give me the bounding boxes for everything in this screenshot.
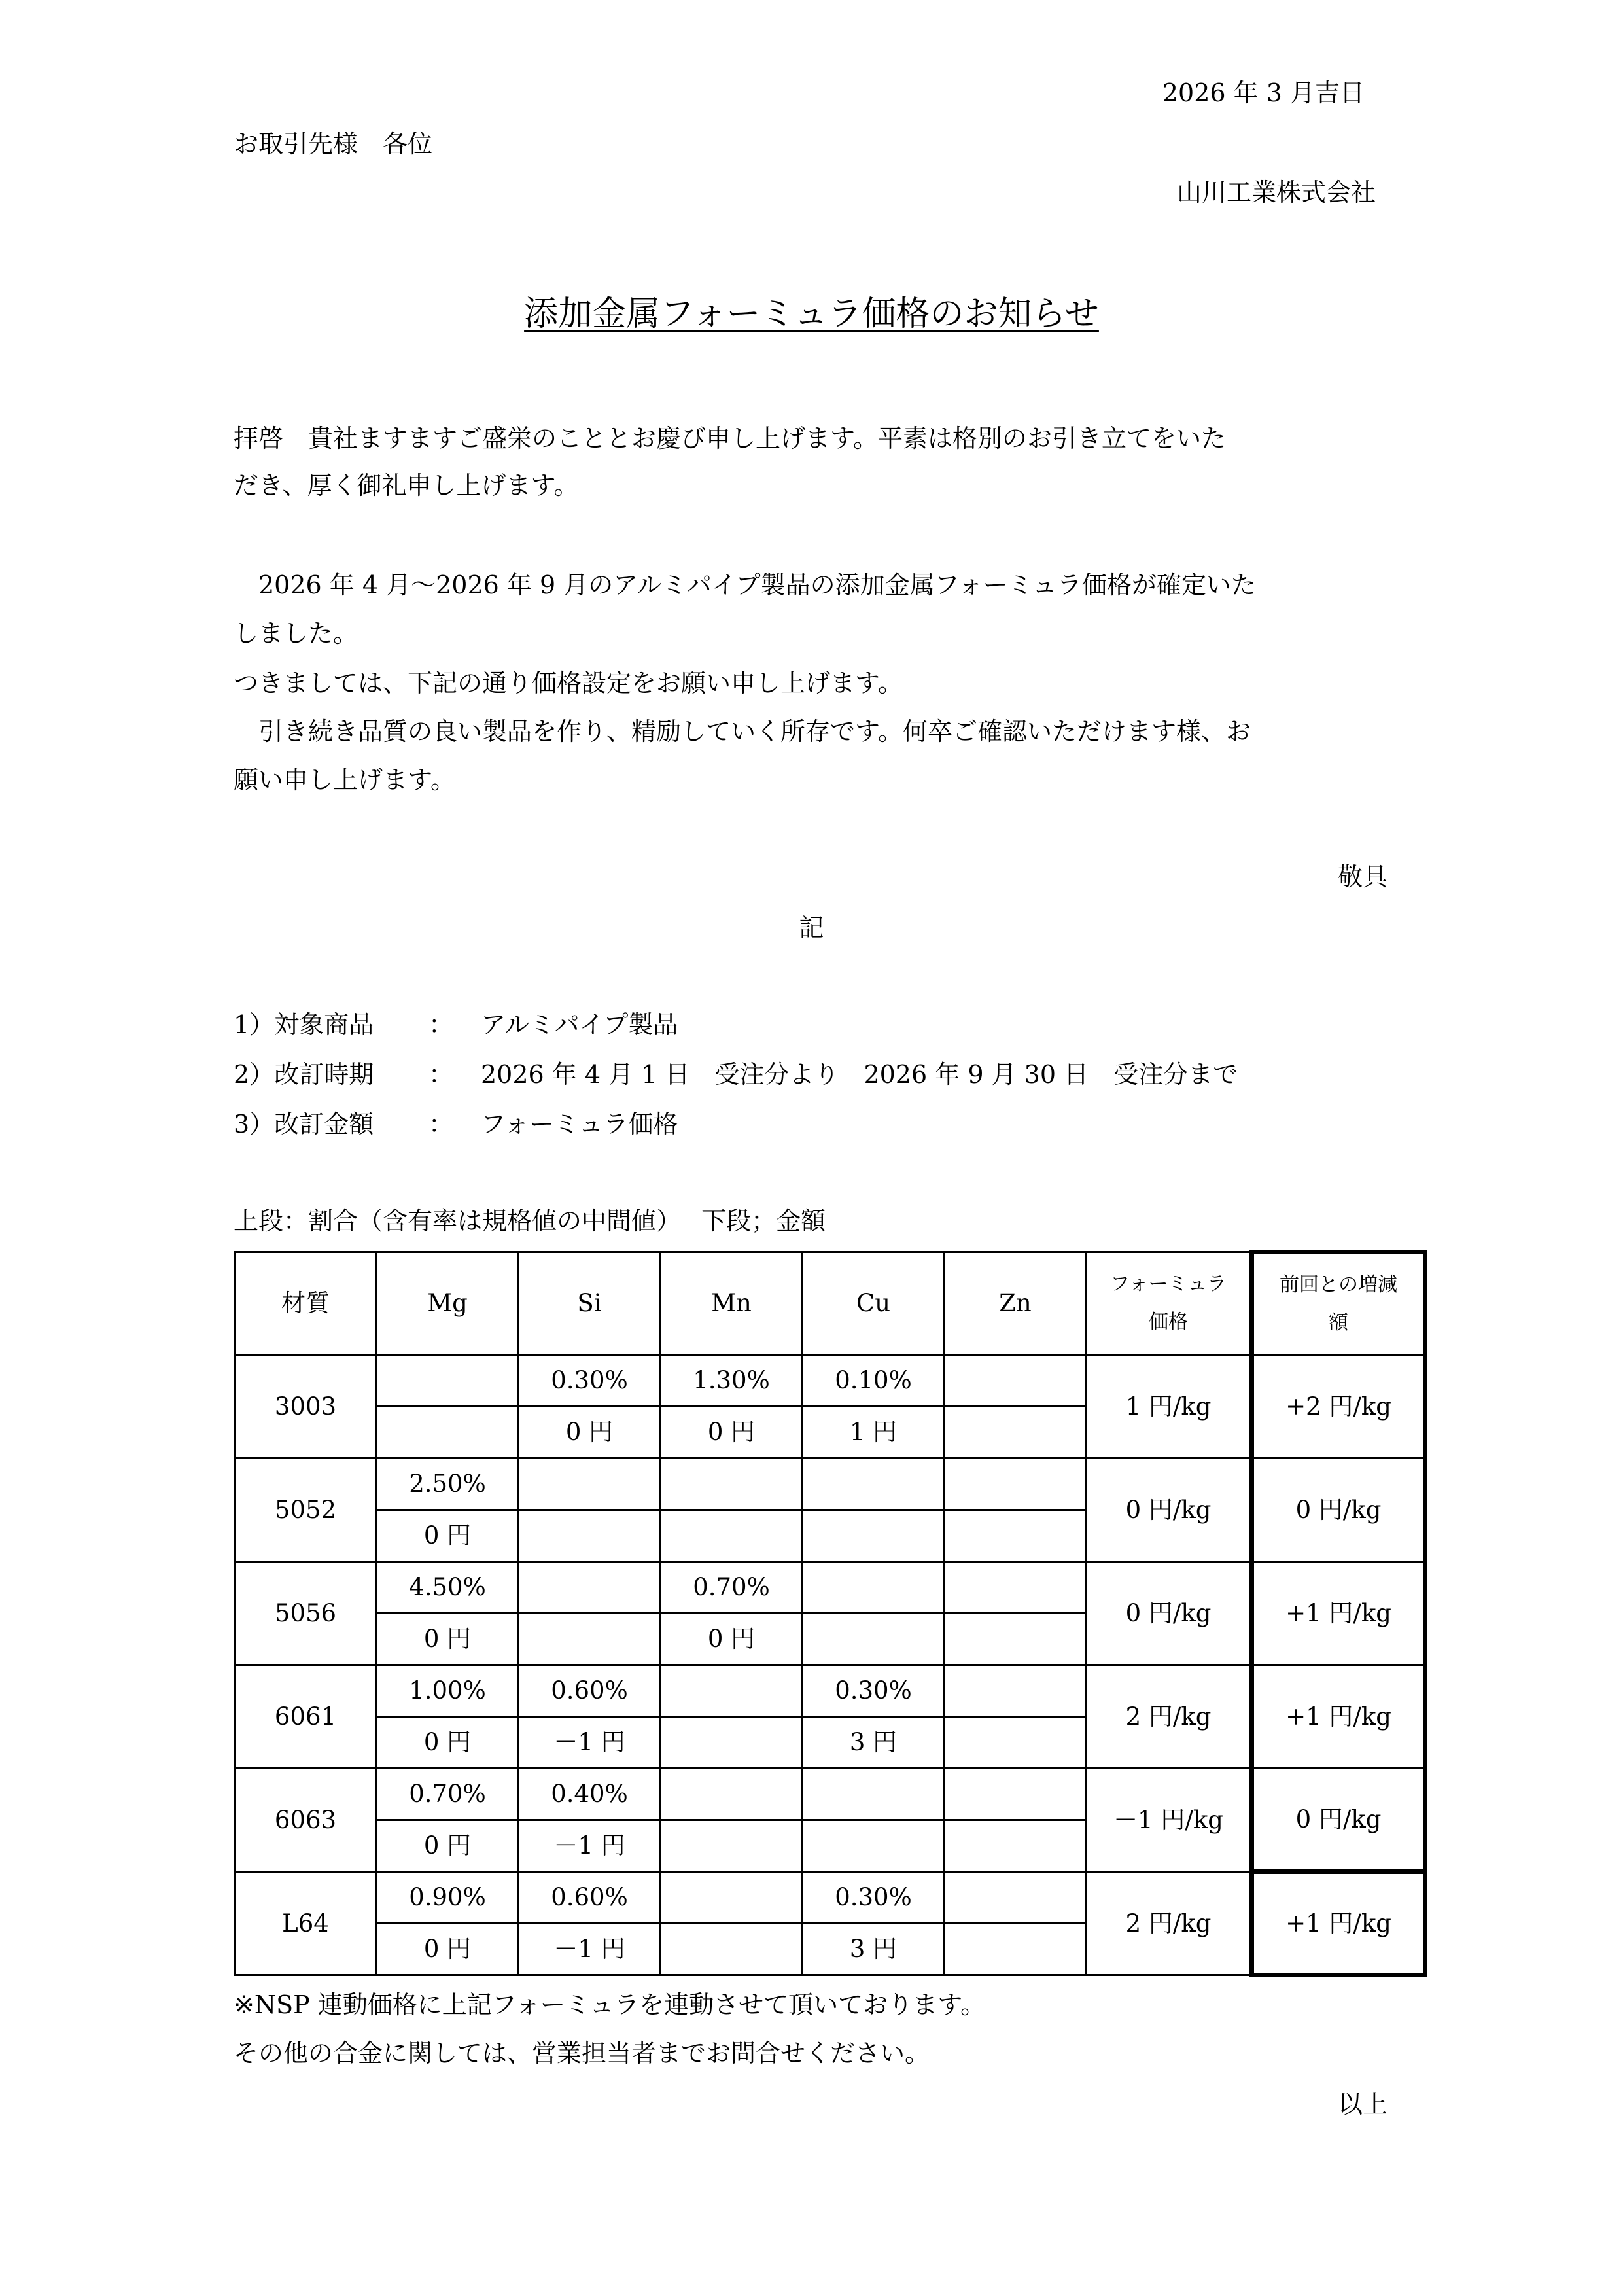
item-label: 対象商品 — [274, 1010, 374, 1039]
mg-ratio: 0.70% — [377, 1769, 519, 1820]
cu-ratio — [803, 1458, 945, 1510]
material-cell: 3003 — [235, 1355, 377, 1458]
table-row — [235, 1458, 1425, 1510]
si-amount: －1 円 — [519, 1717, 661, 1769]
item-number: 2） — [234, 1060, 275, 1089]
zn-amount — [945, 1924, 1087, 1975]
diff-amount: 0 円/kg — [1252, 1458, 1425, 1562]
mg-amount: 0 円 — [377, 1717, 519, 1769]
item-label: 改訂時期 — [274, 1060, 374, 1089]
zn-ratio — [945, 1355, 1087, 1407]
cu-ratio — [803, 1562, 945, 1614]
header-si: Si — [519, 1252, 661, 1355]
header-mn: Mn — [661, 1252, 803, 1355]
si-amount: －1 円 — [519, 1924, 661, 1975]
mn-ratio: 1.30% — [661, 1355, 803, 1407]
si-ratio — [519, 1562, 661, 1614]
formula-price: 1 円/kg — [1087, 1355, 1252, 1458]
header-zn: Zn — [945, 1252, 1087, 1355]
cu-ratio: 0.10% — [803, 1355, 945, 1407]
si-amount — [519, 1614, 661, 1665]
cu-amount: 3 円 — [803, 1924, 945, 1975]
formula-price: 0 円/kg — [1087, 1562, 1252, 1665]
mn-amount — [661, 1510, 803, 1562]
header-material: 材質 — [235, 1252, 377, 1355]
mn-ratio — [661, 1665, 803, 1717]
cu-ratio: 0.30% — [803, 1872, 945, 1924]
document-title: 添加金属フォーミュラ価格のお知らせ — [524, 294, 1099, 334]
table-row — [235, 1872, 1425, 1924]
table-row — [235, 1769, 1425, 1820]
greeting-line-2: だき、厚く御礼申し上げます。 — [234, 471, 579, 500]
mn-ratio — [661, 1458, 803, 1510]
document-date: 2026 年 3 月吉日 — [1162, 79, 1365, 107]
table-header-row — [235, 1252, 1425, 1355]
header-formula-line-2: 価格 — [1149, 1311, 1188, 1333]
item-value: アルミパイプ製品 — [481, 1010, 678, 1039]
mg-amount — [377, 1407, 519, 1458]
header-diff-line-1: 前回との増減 — [1280, 1273, 1397, 1296]
item-separator: ： — [428, 1010, 454, 1039]
item-number: 1） — [234, 1010, 275, 1039]
item-row — [234, 1059, 374, 1090]
formula-price: －1 円/kg — [1087, 1769, 1252, 1872]
mg-ratio: 1.00% — [377, 1665, 519, 1717]
mg-ratio — [377, 1355, 519, 1407]
mg-ratio: 4.50% — [377, 1562, 519, 1614]
table-caption: 上段：割合（含有率は規格値の中間値） 下段；金額 — [234, 1207, 826, 1235]
formula-price-table — [234, 1250, 1427, 1977]
material-cell: L64 — [235, 1872, 377, 1975]
formula-price: 0 円/kg — [1087, 1458, 1252, 1562]
mg-amount: 0 円 — [377, 1510, 519, 1562]
mn-amount: 0 円 — [661, 1614, 803, 1665]
zn-amount — [945, 1407, 1087, 1458]
header-diff — [1252, 1252, 1425, 1355]
si-ratio: 0.30% — [519, 1355, 661, 1407]
item-row — [234, 1108, 374, 1140]
zn-ratio — [945, 1458, 1087, 1510]
cu-amount — [803, 1614, 945, 1665]
item-value: フォーミュラ価格 — [481, 1110, 678, 1139]
table-row — [235, 1665, 1425, 1717]
diff-amount: +1 円/kg — [1252, 1872, 1425, 1975]
diff-amount: +1 円/kg — [1252, 1665, 1425, 1769]
note-other-alloys: その他の合金に関しては、営業担当者までお問合せください。 — [234, 2039, 930, 2068]
zn-ratio — [945, 1769, 1087, 1820]
zn-ratio — [945, 1665, 1087, 1717]
zn-ratio — [945, 1562, 1087, 1614]
item-row — [234, 1009, 374, 1040]
recipient: お取引先様 各位 — [234, 130, 433, 158]
header-formula-price — [1087, 1252, 1252, 1355]
closing-paragraph-line-1: 引き続き品質の良い製品を作り、精励していく所存です。何卒ご確認いただけます様、お — [234, 717, 1251, 746]
zn-ratio — [945, 1872, 1087, 1924]
zn-amount — [945, 1717, 1087, 1769]
mg-amount: 0 円 — [377, 1924, 519, 1975]
si-ratio — [519, 1458, 661, 1510]
zn-amount — [945, 1614, 1087, 1665]
material-cell: 5052 — [235, 1458, 377, 1562]
cu-amount — [803, 1820, 945, 1872]
formula-price: 2 円/kg — [1087, 1872, 1252, 1975]
header-mg: Mg — [377, 1252, 519, 1355]
si-amount: 0 円 — [519, 1407, 661, 1458]
header-cu: Cu — [803, 1252, 945, 1355]
mg-amount: 0 円 — [377, 1820, 519, 1872]
end-word: 以上 — [1337, 2090, 1387, 2119]
item-number: 3） — [234, 1110, 275, 1139]
item-separator: ： — [428, 1110, 454, 1139]
si-ratio: 0.60% — [519, 1872, 661, 1924]
item-label: 改訂金額 — [274, 1110, 374, 1139]
cu-ratio: 0.30% — [803, 1665, 945, 1717]
si-amount: －1 円 — [519, 1820, 661, 1872]
material-cell: 6061 — [235, 1665, 377, 1769]
diff-amount: 0 円/kg — [1252, 1769, 1425, 1872]
mn-ratio: 0.70% — [661, 1562, 803, 1614]
table-row — [235, 1562, 1425, 1614]
mn-amount — [661, 1924, 803, 1975]
mg-amount: 0 円 — [377, 1614, 519, 1665]
diff-amount: +2 円/kg — [1252, 1355, 1425, 1458]
sender-company: 山川工業株式会社 — [1176, 178, 1376, 207]
mn-ratio — [661, 1872, 803, 1924]
mn-amount: 0 円 — [661, 1407, 803, 1458]
zn-amount — [945, 1820, 1087, 1872]
mn-amount — [661, 1820, 803, 1872]
request-line: つきましては、下記の通り価格設定をお願い申し上げます。 — [234, 669, 903, 698]
greeting-line-1: 拝啓 貴社ますますご盛栄のこととお慶び申し上げます。平素は格別のお引き立てをいた — [234, 424, 1226, 453]
table-row — [235, 1355, 1425, 1407]
cu-amount: 1 円 — [803, 1407, 945, 1458]
cu-ratio — [803, 1769, 945, 1820]
diff-amount: +1 円/kg — [1252, 1562, 1425, 1665]
mg-ratio: 2.50% — [377, 1458, 519, 1510]
header-formula-line-1: フォーミュラ — [1110, 1273, 1227, 1296]
announcement-line-2: しました。 — [234, 619, 358, 648]
zn-amount — [945, 1510, 1087, 1562]
cu-amount — [803, 1510, 945, 1562]
mn-ratio — [661, 1769, 803, 1820]
formula-price: 2 円/kg — [1087, 1665, 1252, 1769]
si-ratio: 0.40% — [519, 1769, 661, 1820]
mg-ratio: 0.90% — [377, 1872, 519, 1924]
announcement-line-1: 2026 年 4 月～2026 年 9 月のアルミパイプ製品の添加金属フォーミュラ価格が確定いた — [234, 571, 1256, 599]
material-cell: 6063 — [235, 1769, 377, 1872]
item-separator: ： — [428, 1060, 454, 1089]
note-nsp: ※NSP 連動価格に上記フォーミュラを連動させて頂いております。 — [234, 1990, 986, 2019]
cu-amount: 3 円 — [803, 1717, 945, 1769]
mn-amount — [661, 1717, 803, 1769]
closing-paragraph-line-2: 願い申し上げます。 — [234, 766, 455, 794]
si-amount — [519, 1510, 661, 1562]
item-value: 2026 年 4 月 1 日 受注分より 2026 年 9 月 30 日 受注分まで — [481, 1060, 1238, 1089]
closing-word: 敬具 — [1337, 862, 1387, 891]
si-ratio: 0.60% — [519, 1665, 661, 1717]
ki-heading: 記 — [799, 913, 824, 942]
material-cell: 5056 — [235, 1562, 377, 1665]
header-diff-line-2: 額 — [1329, 1311, 1348, 1334]
